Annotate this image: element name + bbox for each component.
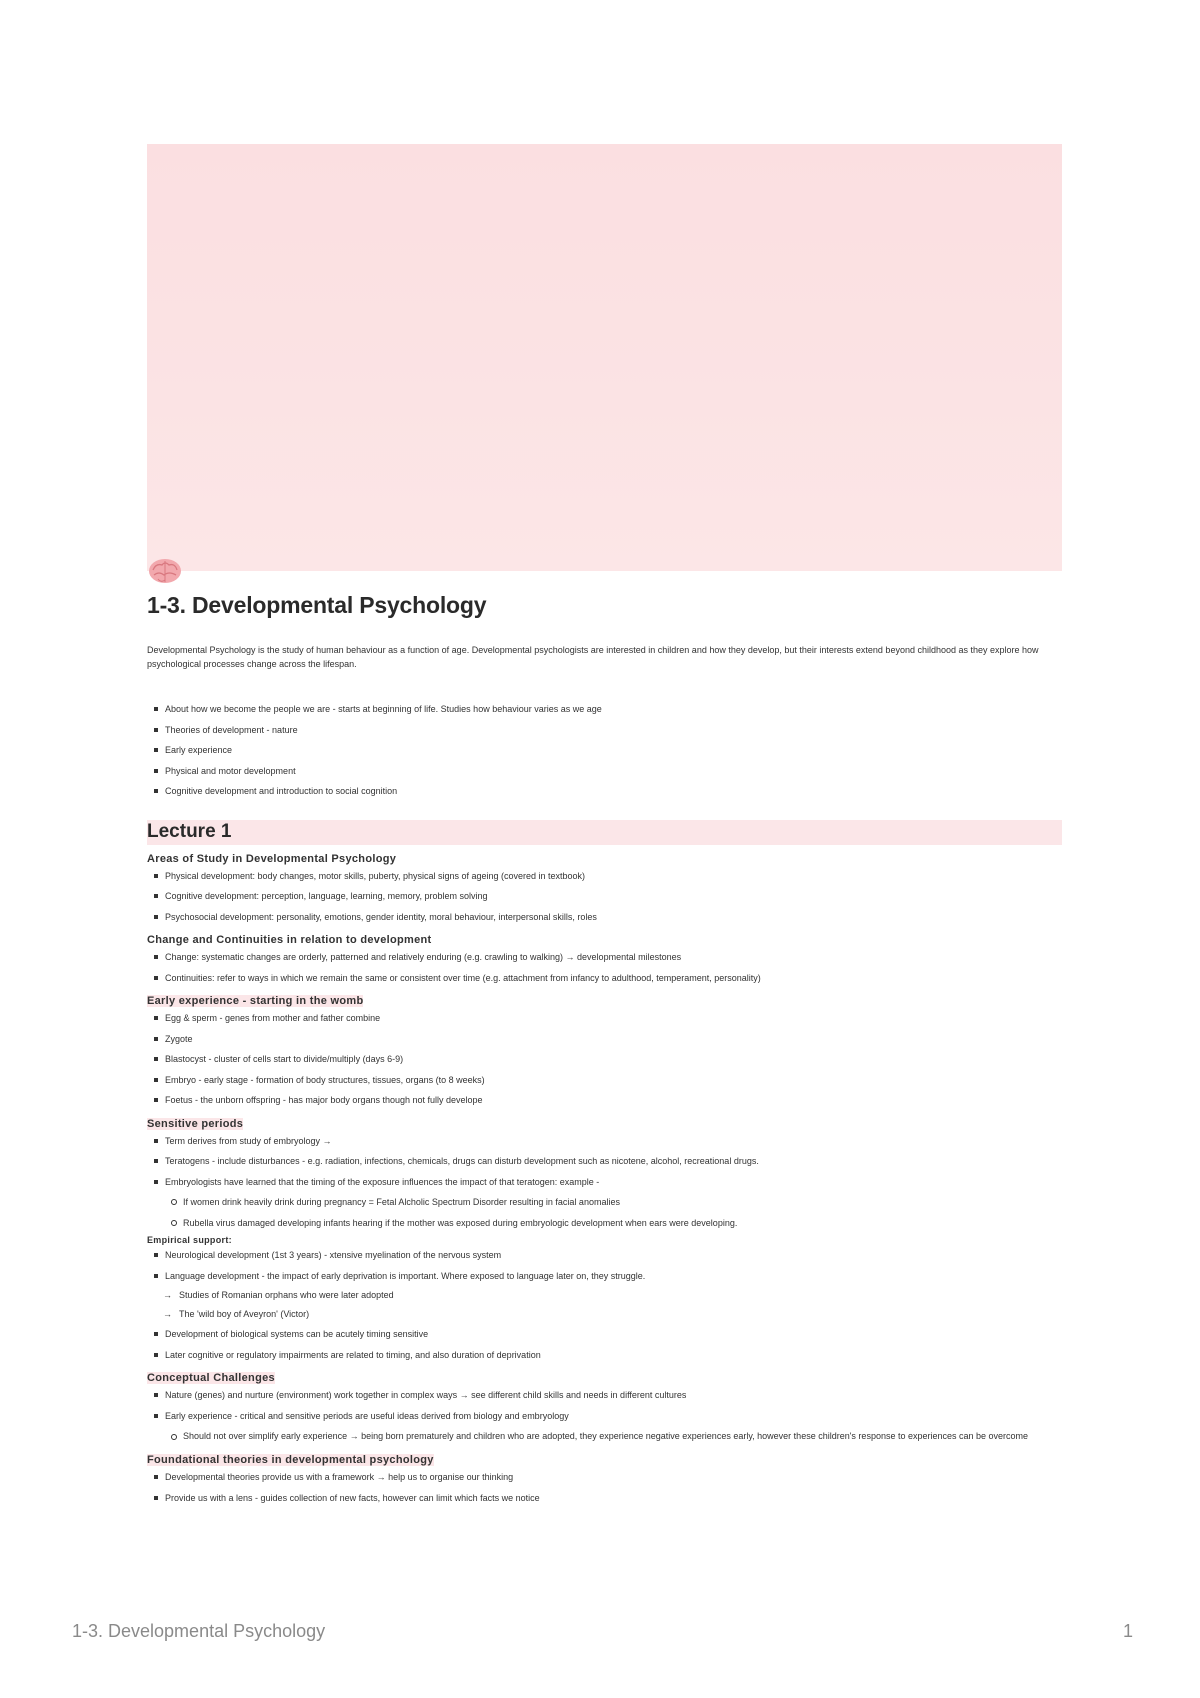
sensitive-list [147,1131,1062,1193]
list-item: Early experience - critical and sensitive periods are useful ideas derived from biology and embryology [147,1406,1062,1427]
page-title: 1-3. Developmental Psychology [147,592,487,618]
list-item: Early experience [147,740,1062,761]
empirical-list-a [147,1245,1062,1286]
list-item: Developmental theories provide us with a framework → help us to organise our thinking [147,1467,1062,1488]
list-item: Zygote [147,1029,1062,1050]
section-heading-text: Sensitive periods [147,1117,244,1130]
list-item: Embryologists have learned that the timing of the exposure influences the impact of that teratogen: example - [147,1172,1062,1193]
list-item: Psychosocial development: personality, emotions, gender identity, moral behaviour, interpersonal skills, roles [147,907,1062,928]
list-item: Language development - the impact of early deprivation is important. Where exposed to language later on, they struggle. [147,1266,1062,1287]
empirical-list-b [147,1324,1062,1365]
foundational-list [147,1467,1062,1508]
areas-list [147,866,1062,928]
list-item: Physical development: body changes, motor skills, puberty, physical signs of ageing (covered in textbook) [147,866,1062,887]
arrow-list-item: → Studies of Romanian orphans who were later adopted [147,1286,1062,1305]
list-item: Blastocyst - cluster of cells start to divide/multiply (days 6-9) [147,1049,1062,1070]
list-item: Foetus - the unborn offspring - has major body organs though not fully develope [147,1090,1062,1111]
empirical-support-label: Empirical support: [147,1235,232,1245]
lecture-heading: Lecture 1 [147,820,1062,845]
conceptual-list [147,1385,1062,1426]
list-item: Continuities: refer to ways in which we remain the same or consistent over time (e.g. attachment from infancy to adulthood, temperament, personality) [147,968,1062,989]
section-heading-text: Conceptual Challenges [147,1372,275,1384]
list-item: Teratogens - include disturbances - e.g. radiation, infections, chemicals, drugs can disturb development such as nicotene, alcohol, recreational drugs. [147,1151,1062,1172]
list-item: Physical and motor development [147,761,1062,782]
list-item: About how we become the people we are - starts at beginning of life. Studies how behaviour varies as we age [147,699,1062,720]
list-item: Cognitive development: perception, language, learning, memory, problem solving [147,886,1062,907]
early-list [147,1008,1062,1111]
section-heading-text: Foundational theories in developmental psychology [147,1454,434,1466]
list-item: Provide us with a lens - guides collection of new facts, however can limit which facts we notice [147,1488,1062,1509]
section-heading-areas [147,853,1062,865]
sensitive-sublist [165,1192,1062,1233]
change-list [147,947,1062,988]
document-body [147,592,1062,1508]
section-heading-sensitive [147,1118,1062,1130]
list-item: Change: systematic changes are orderly, patterned and relatively enduring (e.g. crawling to walking) → developmental milestones [147,947,1062,968]
page-number: 1 [1122,1621,1133,1641]
cover-banner [147,144,1062,571]
conceptual-sublist [165,1426,1062,1447]
list-item: Term derives from study of embryology → [147,1131,1062,1152]
intro-paragraph: Developmental Psychology is the study of human behaviour as a function of age. Developmental psychologists are interested in children and how they develop, but their interests extend beyond childhood as they explore how psychological processes change across the lifespan. [147,645,1039,669]
list-item: Embryo - early stage - formation of body structures, tissues, organs (to 8 weeks) [147,1070,1062,1091]
list-item: Neurological development (1st 3 years) - xtensive myelination of the nervous system [147,1245,1062,1266]
list-item: Development of biological systems can be acutely timing sensitive [147,1324,1062,1345]
section-heading-early [147,995,1062,1007]
arrow-list-item: → The 'wild boy of Aveyron' (Victor) [147,1305,1062,1324]
brain-icon [147,556,183,586]
section-heading-text: Areas of Study in Developmental Psychology [147,852,397,865]
list-item: Nature (genes) and nurture (environment) work together in complex ways → see different child skills and needs in different cultures [147,1385,1062,1406]
empirical-arrow-list [147,1286,1062,1324]
sub-list-item: If women drink heavily drink during pregnancy = Fetal Alcholic Spectrum Disorder resulting in facial anomalies [165,1192,1062,1213]
footer-title: 1-3. Developmental Psychology [72,1621,326,1641]
sub-list-item: Should not over simplify early experience → being born prematurely and children who are adopted, they experience negative experiences early, however these children's response to experiences can be overcome [165,1426,1062,1447]
section-heading-text: Change and Continuities in relation to development [147,934,432,946]
list-item: Later cognitive or regulatory impairments are related to timing, and also duration of deprivation [147,1345,1062,1366]
sub-list-item: Rubella virus damaged developing infants hearing if the mother was exposed during embryologic development when ears were developing. [165,1213,1062,1234]
section-heading-change [147,934,1062,946]
intro-list [147,699,1062,802]
section-heading-conceptual [147,1372,1062,1384]
list-item: Egg & sperm - genes from mother and father combine [147,1008,1062,1029]
section-heading-text: Early experience - starting in the womb [147,995,364,1007]
list-item: Theories of development - nature [147,720,1062,741]
section-heading-foundational [147,1454,1062,1466]
list-item: Cognitive development and introduction to social cognition [147,781,1062,802]
